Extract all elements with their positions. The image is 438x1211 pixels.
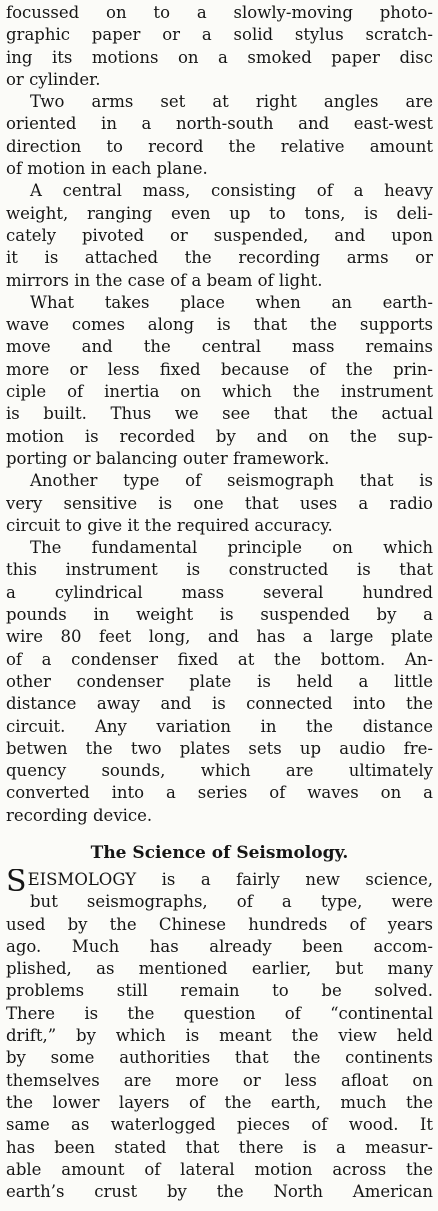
text-line: mirrors in the case of a beam of light. xyxy=(6,270,323,290)
paragraph xyxy=(6,180,433,291)
text-line: very sensitive is one that uses a radio xyxy=(6,493,433,513)
text-line: the lower layers of the earth, much the xyxy=(6,1092,433,1112)
paragraph xyxy=(6,2,433,91)
text-line: There is the question of “continental xyxy=(6,1003,433,1023)
text-line: themselves are more or less afloat on xyxy=(6,1070,433,1090)
text-line: distance away and is connected into the xyxy=(6,694,433,714)
text-line: earth’s crust by the North American xyxy=(6,1182,433,1202)
section-first-line xyxy=(6,869,433,891)
text-line: The fundamental principle on which xyxy=(30,538,433,558)
text-line: direction to record the relative amount xyxy=(6,136,433,156)
paragraph xyxy=(6,292,433,470)
text-line: Another type of seismograph that is xyxy=(30,471,433,491)
section-body xyxy=(6,869,433,1203)
text-line: by some authorities that the continents xyxy=(6,1048,433,1068)
text-line: converted into a series of waves on a xyxy=(6,783,433,803)
paragraph xyxy=(6,91,433,180)
text-line: pounds in weight is suspended by a xyxy=(6,605,433,625)
text-line: cately pivoted or suspended, and upon xyxy=(6,225,433,245)
text-line: problems still remain to be solved. xyxy=(6,981,433,1001)
text-line: other condenser plate is held a little xyxy=(6,671,433,691)
text-line: What takes place when an earth- xyxy=(30,292,433,312)
text-line: recording device. xyxy=(6,805,153,825)
text-line: same as waterlogged pieces of wood. It xyxy=(6,1115,433,1135)
text-line: A central mass, consisting of a heavy xyxy=(30,181,433,201)
text-line: oriented in a north-south and east-west xyxy=(6,114,433,134)
text-line: drift,” by which is meant the view held xyxy=(6,1026,433,1046)
text-line: ciple of inertia on which the instrument xyxy=(6,382,433,402)
section-first-line-text: EISMOLOGY is a fairly new science, xyxy=(27,869,433,889)
text-line: Two arms set at right angles are xyxy=(30,92,433,112)
text-line: it is attached the recording arms or xyxy=(6,248,433,268)
text-line: quency sounds, which are ultimately xyxy=(6,761,433,781)
text-line: wire 80 feet long, and has a large plate xyxy=(6,627,433,647)
section-second-line: but seismographs, of a type, were xyxy=(30,892,433,912)
text-line: weight, ranging even up to tons, is deli- xyxy=(6,203,433,223)
text-line: wave comes along is that the supports xyxy=(6,315,433,335)
text-line: porting or balancing outer framework. xyxy=(6,448,330,468)
text-line: focussed on to a slowly-moving photo- xyxy=(6,3,433,22)
text-line: graphic paper or a solid stylus scratch- xyxy=(6,25,433,45)
text-line: betwen the two plates sets up audio fre- xyxy=(6,738,433,758)
text-line: able amount of lateral motion across the xyxy=(6,1159,433,1179)
text-line: used by the Chinese hundreds of years xyxy=(6,914,433,934)
text-line: ing its motions on a smoked paper disc xyxy=(6,47,433,67)
text-line: of motion in each plane. xyxy=(6,159,208,179)
text-line: or cylinder. xyxy=(6,69,101,89)
section-lines xyxy=(6,914,433,1204)
text-line: this instrument is constructed is that xyxy=(6,560,433,580)
text-line: has been stated that there is a measur- xyxy=(6,1137,433,1157)
text-line: a cylindrical mass several hundred xyxy=(6,582,433,602)
text-line: circuit. Any variation in the distance xyxy=(6,716,433,736)
text-line: circuit to give it the required accuracy. xyxy=(6,515,333,535)
text-line: plished, as mentioned earlier, but many xyxy=(6,959,433,979)
text-line: ago. Much has already been accom- xyxy=(6,936,433,956)
paragraph xyxy=(6,537,433,827)
section-heading: The Science of Seismology. xyxy=(90,842,349,863)
text-line: of a condenser fixed at the bottom. An- xyxy=(6,649,433,669)
text-line: motion is recorded by and on the sup- xyxy=(6,426,433,446)
text-line: move and the central mass remains xyxy=(6,337,433,357)
text-line: is built. Thus we see that the actual xyxy=(6,404,433,424)
text-line: more or less fixed because of the prin- xyxy=(6,359,433,379)
paragraph xyxy=(6,470,433,537)
article-body xyxy=(6,2,433,827)
drop-cap: S xyxy=(6,868,27,892)
